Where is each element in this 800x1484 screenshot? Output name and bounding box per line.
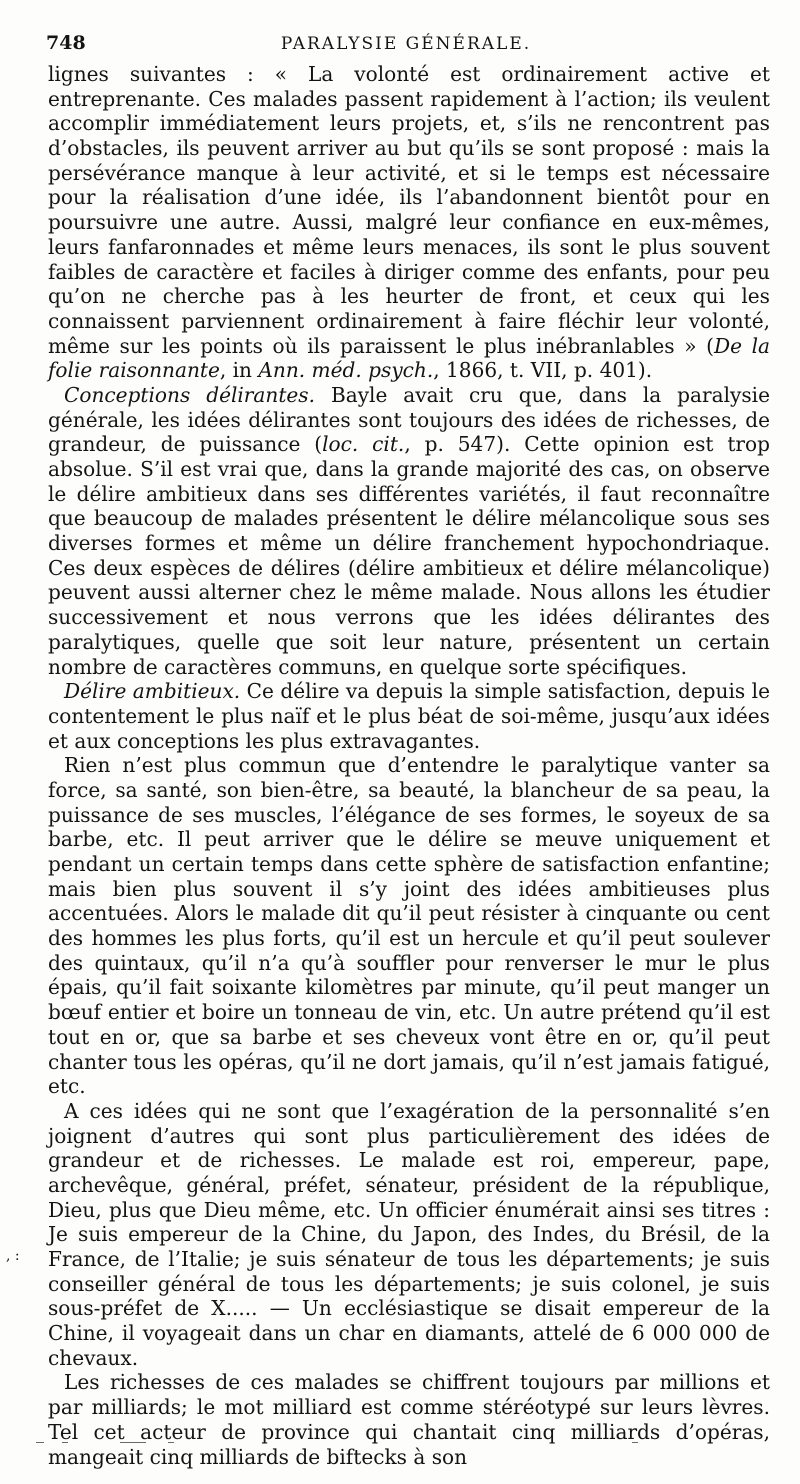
section-heading-conceptions: Conceptions délirantes. [64,382,316,407]
section-heading-delire: Délire ambitieux. [64,679,241,704]
footer-dash [62,1442,68,1443]
paragraph-delire-ambitieux: Délire ambitieux. Ce délire va depuis la simple satisfaction, depuis le contentement le plus naïf et le plus béat de soi-même, jusqu’aux idées et aux conceptions les plus extravagantes. [48,679,770,753]
paragraph-conceptions-delirantes: Conceptions délirantes. Bayle avait cru que, dans la paralysie générale, les idées délirantes sont toujours des idées de richesses, de grandeur, de puissance (loc. cit., p. 547). Cette opinion est trop absolue. S’il est vrai que, dans la grande majorité des cas, on observe le délire ambitieux dans ses différentes variétés, il faut reconnaître que beaucoup de malades présentent le délire mélancolique sous ses diverses formes et même un délire franchement hypochondriaque. Ces deux espèces de délires (délire ambitieux et délire mélancolique) peuvent aussi alterner chez le même malade. Nous allons les étudier successivement et nous verrons que les idées délirantes des paralytiques, quelle que soit leur nature, présentent un certain nombre de caractères communs, en quelque sorte spécifiques. [48,382,770,679]
running-title: PARALYSIE GÉNÉRALE. [280,34,532,54]
page-header [40,20,772,60]
paragraph-richesses: Les richesses de ces malades se chiffrent toujours par millions et par milliards; le mot milliard est comme stéréotypé sur leurs lèvres. Tel cet acteur de province qui chantait cinq milliards d’opéras, mangeait cinq milliards de biftecks à son [48,1370,770,1469]
footer-dash [632,1442,638,1443]
paragraph-grandeur: A ces idées qui ne sont que l’exagération de la personnalité s’en joignent d’autres qui sont plus particulièrement des idées de grandeur et de richesses. Le malade est roi, empereur, pape, archevêque, général, préfet, sénateur, président de la république, Dieu, plus que Dieu même, etc. Un officier énumérait ainsi ses titres : Je suis empereur de la Chine, du Japon, des Indes, du Brésil, de la France, de l’Italie; je suis sénateur de tous les départements; je suis conseiller général de tous les départements; je suis colonel, je suis sous-préfet de X..... — Un ecclésiastique se disait empereur de la Chine, il voyageait dans un char en diamants, attelé de 6 000 000 de chevaux. [48,1098,770,1370]
margin-mark: , : [6,1248,20,1264]
footer-dash [168,1442,174,1443]
citation-loc-cit: loc. cit. [322,432,405,457]
footer-dash [36,1442,44,1443]
paragraph-force-sante: Rien n’est plus commun que d’entendre le paralytique vanter sa force, sa santé, son bien-être, sa beauté, la blancheur de sa peau, la puissance de ses muscles, l’élégance de ses formes, le soyeux de sa barbe, etc. Il peut arriver que le délire se meuve uniquement et pendant un certain temps dans cette sphère de satisfaction enfantine; mais bien plus souvent il s’y joint des idées ambitieuses plus accentuées. Alors le malade dit qu’il peut résister à cinquante ou cent des hommes les plus forts, qu’il est un hercule et qu’il peut soulever des quintaux, qu’il n’a qu’à souffler pour renverser le mur le plus épais, qu’il fait soixante kilomètres par minute, qu’il peut manger un bœuf entier et boire un tonneau de vin, etc. Un autre prétend qu’il est tout en or, que sa barbe et ses cheveux vont être en or, qu’il peut chanter tous les opéras, qu’il ne dort jamais, qu’il n’est jamais fatigué, etc. [48,753,770,1099]
citation-title: De la folie raisonnante [48,333,770,383]
footer-dash [120,1442,146,1443]
footer-marks [32,1442,732,1452]
page-number: 748 [46,32,86,54]
body-text [48,62,770,1469]
citation-journal: Ann. méd. psych. [258,358,434,383]
paragraph-quote: lignes suivantes : « La volonté est ordinairement active et entreprenante. Ces malades passent rapidement à l’action; ils veulent accomplir immédiatement leurs projets, et, s’ils ne rencontrent pas d’obstacles, ils peuvent arriver au but qu’ils se sont proposé : mais la persévérance manque à leur activité, et si le temps est nécessaire pour la réalisation d’une idée, ils l’abandonnent bientôt pour en poursuivre une autre. Aussi, malgré leur confiance en eux-mêmes, leurs fanfaronnades et même leurs menaces, ils sont le plus souvent faibles de caractère et faciles à diriger comme des enfants, pour peu qu’on ne cherche pas à les heurter de front, et ceux qui les connaissent parviennent ordinairement à faire fléchir leur volonté, même sur les points où ils paraissent le plus inébranlables » (De la folie raisonnante, in Ann. méd. psych., 1866, t. VII, p. 401). [48,62,770,383]
